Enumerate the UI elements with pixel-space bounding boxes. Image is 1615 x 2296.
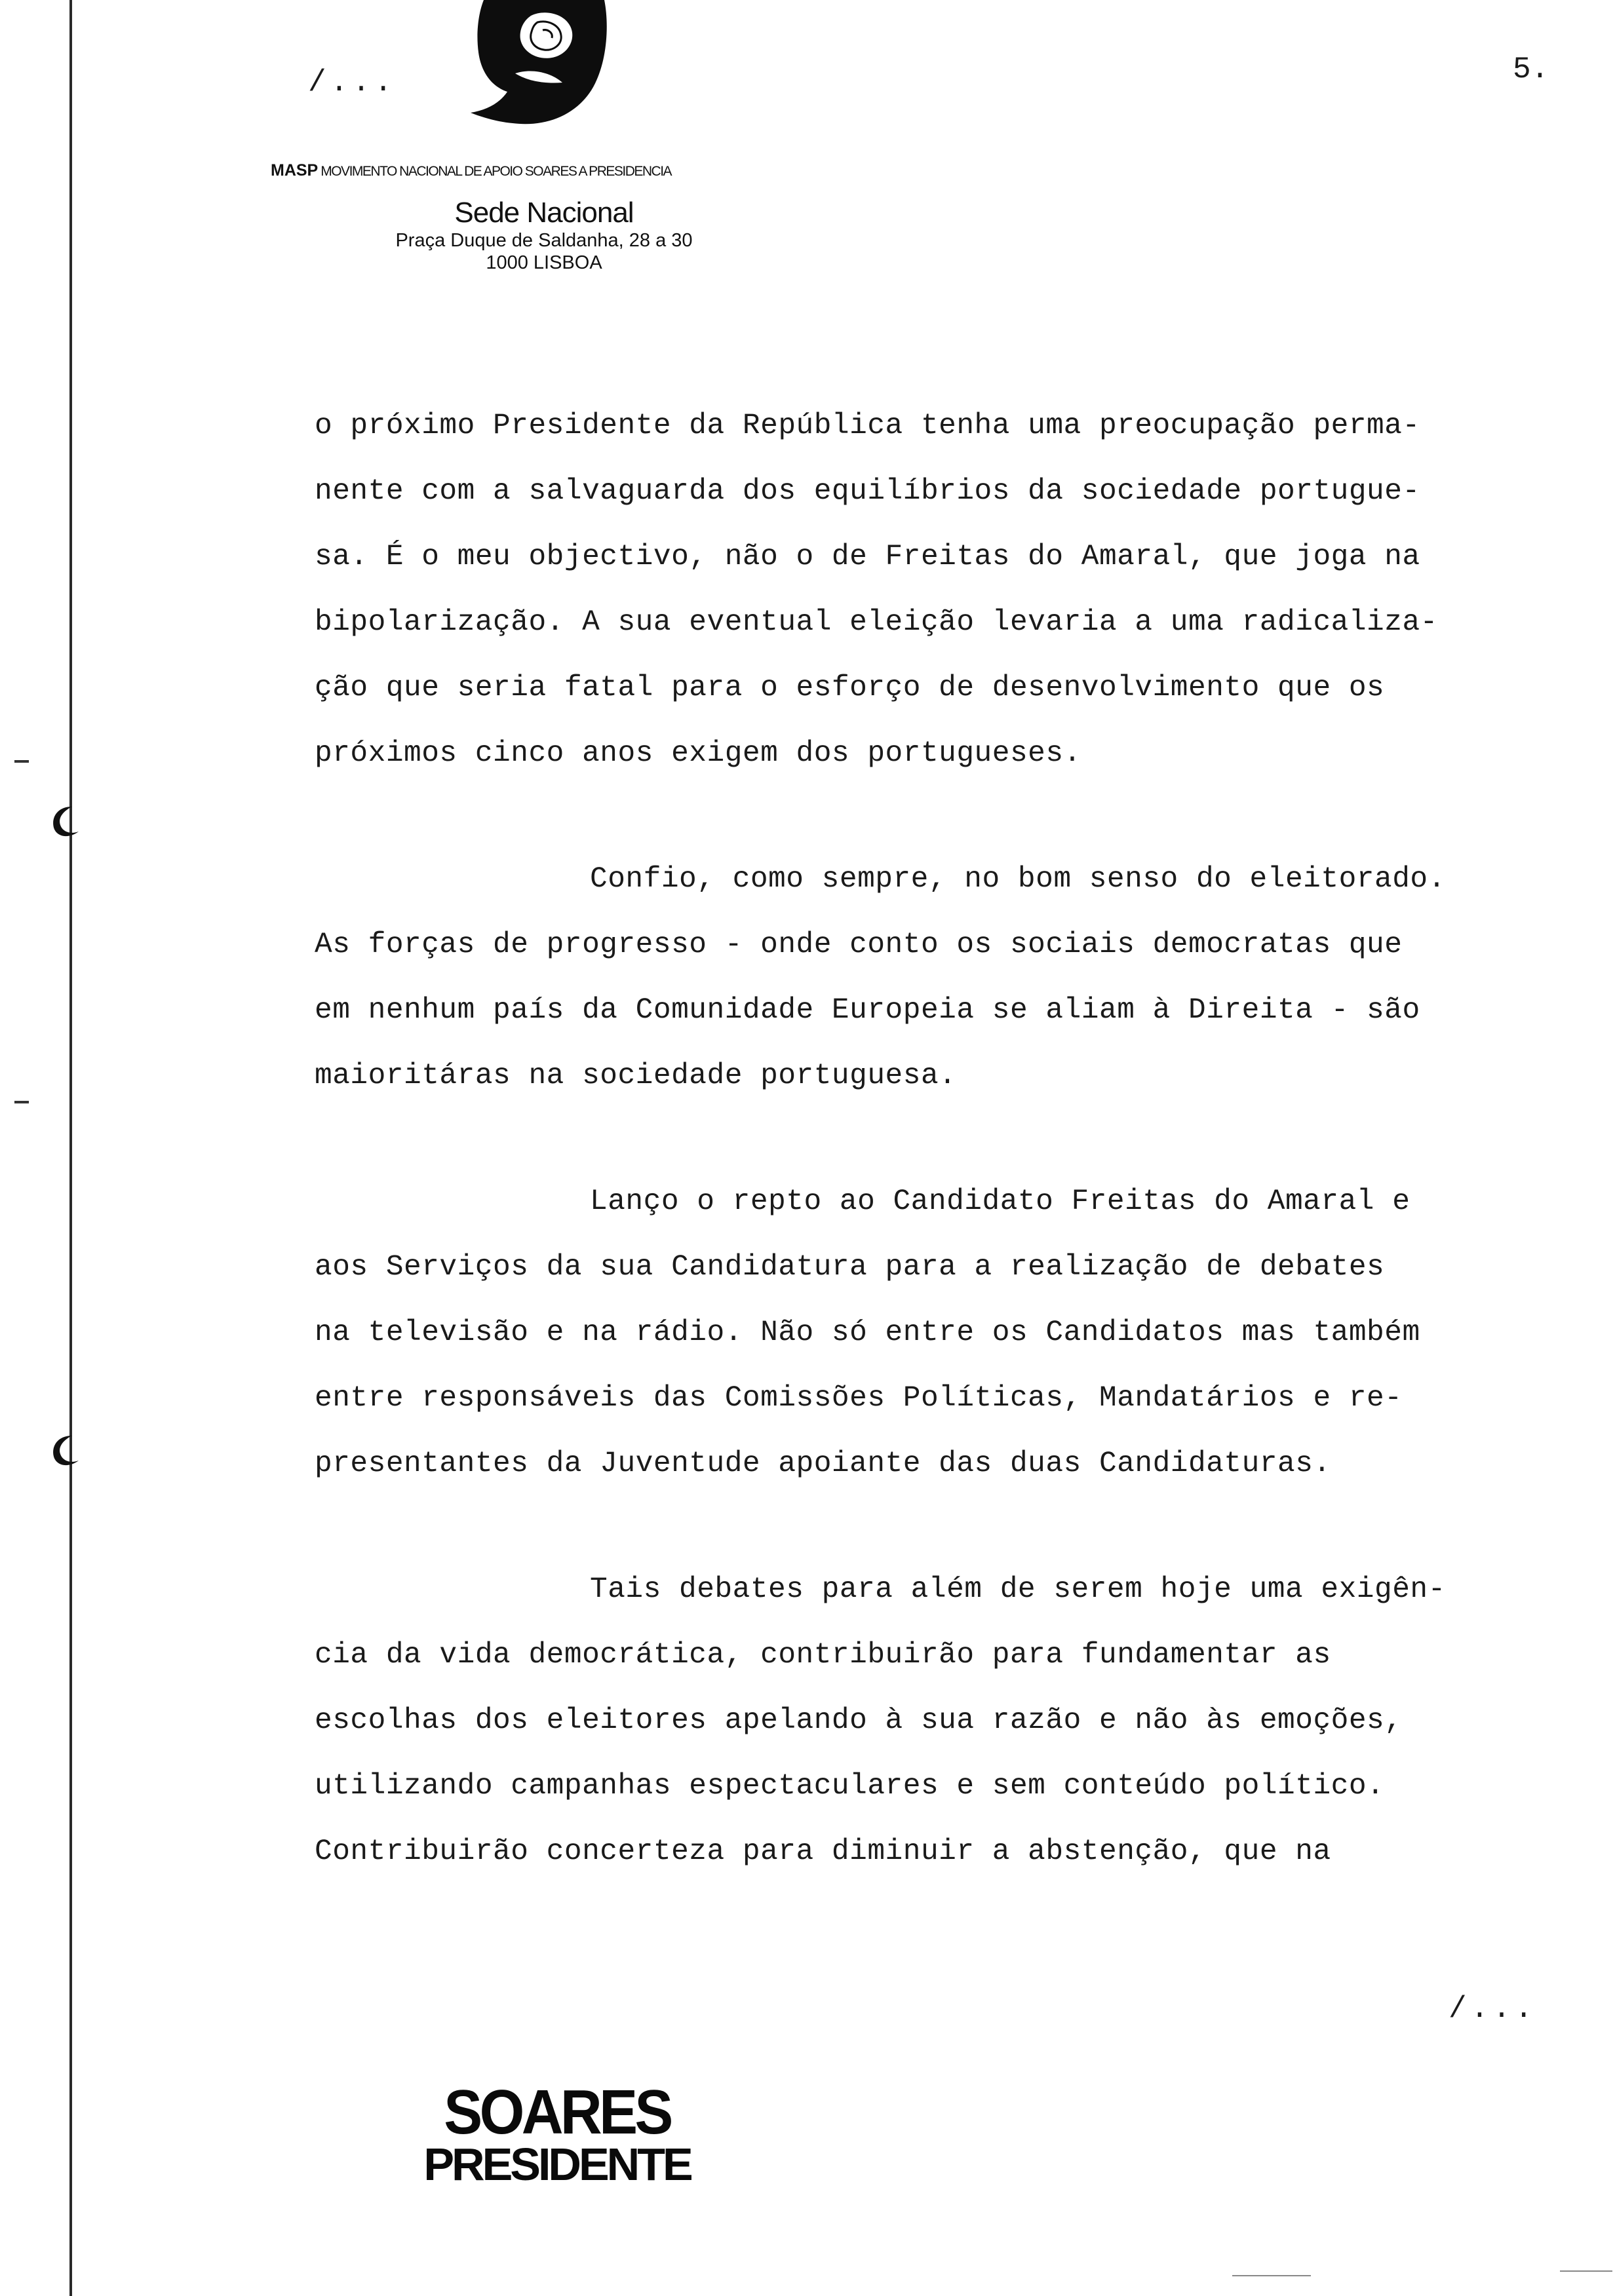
continuation-mark-bottom: /... [1449, 1992, 1537, 2026]
text-line: escolhas dos eleitores apelando à sua razão e não às emoções, [315, 1704, 1403, 1737]
text-line: próximos cinco anos exigem dos portugueses. [315, 737, 1081, 770]
text-line: cia da vida democrática, contribuirão para fundamentar as [315, 1639, 1331, 1672]
binding-edge-line [69, 0, 72, 2296]
paragraph [315, 847, 1560, 1109]
brand-line-1: SOARES [444, 2077, 671, 2147]
paragraph [315, 393, 1560, 786]
margin-tick-mark [14, 1101, 29, 1103]
text-line: na televisão e na rádio. Não só entre os Candidatos mas também [315, 1316, 1420, 1349]
text-line: Tais debates para além de serem hoje uma exigên- [590, 1573, 1446, 1606]
paragraph [315, 1169, 1560, 1497]
office-title: Sede Nacional [454, 197, 634, 229]
text-line: utilizando campanhas espectaculares e sem conteúdo político. [315, 1770, 1385, 1803]
continuation-mark-top: /... [308, 66, 397, 100]
text-line: aos Serviços da sua Candidatura para a realização de debates [315, 1251, 1385, 1284]
page-number: 5. [1513, 52, 1549, 86]
text-line: Confio, como sempre, no bom senso do eleitorado. [590, 863, 1446, 896]
paragraph-gap [315, 1497, 1560, 1557]
text-line: As forças de progresso - onde conto os sociais democratas que [315, 928, 1403, 961]
campaign-brand [419, 2077, 695, 2190]
paragraph [315, 1557, 1560, 1885]
text-line: entre responsáveis das Comissões Políticas, Mandatários e re- [315, 1382, 1403, 1415]
text-line: maioritáras na sociedade portuguesa. [315, 1060, 957, 1092]
text-line: sa. É o meu objectivo, não o de Freitas do Amaral, que joga na [315, 541, 1420, 573]
scan-artifact-line [1232, 2275, 1311, 2276]
text-line: Contribuirão concerteza para diminuir a abstenção, que na [315, 1835, 1331, 1868]
text-line: Lanço o repto ao Candidato Freitas do Amaral e [590, 1185, 1411, 1218]
text-line: nente com a salvaguarda dos equilíbrios da sociedade portugue- [315, 475, 1420, 508]
rose-logo-icon [452, 0, 629, 138]
margin-tick-mark [14, 760, 29, 763]
scan-artifact-line [1560, 2270, 1612, 2272]
address-line-1: Praça Duque de Saldanha, 28 a 30 [395, 230, 693, 251]
organization-line [271, 161, 671, 180]
org-abbreviation: MASP [271, 161, 319, 180]
text-line: ção que seria fatal para o esforço de desenvolvimento que os [315, 672, 1385, 704]
text-line: presentantes da Juventude apoiante das duas Candidaturas. [315, 1447, 1331, 1480]
org-full-name: MOVIMENTO NACIONAL DE APOIO SOARES A PRESIDENCIA [321, 164, 672, 179]
headquarters-block [328, 197, 760, 274]
paragraph-gap [315, 1109, 1560, 1169]
punch-hole-mark-icon [46, 1432, 85, 1471]
letter-body [315, 393, 1560, 1885]
brand-line-2: PRESIDENTE [423, 2139, 691, 2190]
address-line-2: 1000 LISBOA [486, 252, 602, 273]
text-line: bipolarização. A sua eventual eleição levaria a uma radicaliza- [315, 606, 1438, 639]
paragraph-gap [315, 786, 1560, 847]
text-line: em nenhum país da Comunidade Europeia se aliam à Direita - são [315, 994, 1420, 1027]
punch-hole-mark-icon [46, 803, 85, 842]
text-line: o próximo Presidente da República tenha uma preocupação perma- [315, 410, 1420, 442]
